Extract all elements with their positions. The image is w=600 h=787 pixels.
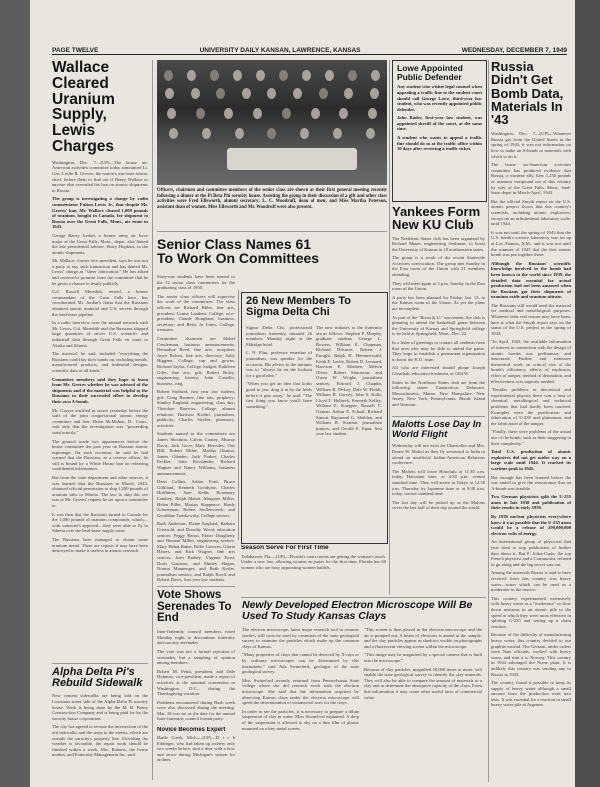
column-rule-2 <box>238 290 239 540</box>
wallace-headline: Wallace Cleared Uranium Supply, Lewis Charges <box>52 60 115 155</box>
caption-rule <box>157 231 387 232</box>
russia-para-9: "Finally, there were problems of the actual use of the bomb, such as their staggering in their complexity." <box>491 429 571 446</box>
sigma-delta-para-3: "When you get an idea that looks good to you, drag it in by the heels before it gets away," he said. "The first thing you know you'll have something." <box>246 381 312 409</box>
sidewalk-para-2: The city has agreed to reroute the intersection of the old sidewalks and the steps to the streets, which are outside the sorority's property line. Providing the weather is favorable, the repair work should be finished within a week, Mrs. Roberts, the house mother, and Fraternity Management Inc. said. <box>52 724 148 758</box>
russia-para-6: The Russians still would need the material for medical and metallurgical purposes. Whatever their real reason may have been, here is what the Smyth report says on the status of the U.S. project in the spring of 1943: <box>491 302 571 336</box>
vote-para-3: Robert M. Pettit, president, and Dale Hohman, vice-president, made a report of activities at the national convention in Washington, D.C., during the Thanksgiving vacation. <box>157 668 235 697</box>
page-edge-left <box>0 0 30 787</box>
yankees-para-3: They will meet again at 3 p.m. Sunday in the East room of the Union. <box>392 280 485 292</box>
russia-para-8: "Besides problems in theoretical and experimental physics there was a host of chemical, metallurgical and technical problems that had hardly been touched. Examples were the purification and fabrication of U-235 and plutonium, and the fabrication of the tamper. <box>491 387 571 426</box>
yankees-para-7: All who are interested should phone Joseph Glauchak, education freshman, at 1261W. <box>392 365 485 376</box>
wallace-para-10: The general made two appearances before the house committee the past year on Russian atomic espionage. On each occasion, he said he had warned that the Russians, as a reserve officer, he still is bound by a White House ban on releasing confidential information. <box>52 438 148 472</box>
russia-para-1: Washington, Dec. 7—(UP)—Whatever Russia got from the United States in the spring of 1943, it was not information on how to make an A-bomb or materials with which to do it. <box>491 131 571 159</box>
malotts-rule <box>392 416 485 417</box>
malotts-para-1: Wednesday will not exist for Chancellor and Mrs. Deane W. Malott as they fly westward to India to attend an unofficial Indian-American Relations conference. <box>392 443 485 466</box>
senior-class-photo <box>157 60 387 185</box>
russia-para-16: This country experimented extensively with heavy water as a "moderator" to slow down neutrons in an atomic pile to the speed at which they were most effective in splitting U-235 and setting up a chain reaction. <box>491 595 571 629</box>
microscope-para-7: Because of clay particles, magnified 50,000 times or more, will enable the state geological survey to identify the clay minerals. They will also be able to compare the amount of materials in a clay and to determine the absorptive capacity of the clays. From this information it may come other useful facts of commercial value. <box>364 666 482 700</box>
masthead <box>52 42 567 55</box>
season-article <box>241 545 386 595</box>
vote-para-2: The vote was not a formal rejection of serenades, but a sampling of opinion among members. <box>157 648 235 666</box>
senior-para-5: Students named to the committees are James Stockton, Calvin Causey, Murray Davis, Jack Gove, Mary Hercules, Otis Hill, Robert Milne, Martha Ottmon, James Olander, Jack Parker, Charles Peckler, John Rosslander, Richard Wagner and Nancy Williams, business announcements. <box>157 431 235 476</box>
novice-headline: Novice Becomes Expert <box>157 727 226 733</box>
russia-para-15: Among the materials Russia is said to have received from this country was heavy water—water which can be used as a moderator in the reactor. <box>491 570 571 593</box>
vote-rule <box>157 586 235 587</box>
russia-para-14: An international group of physicists that year tried to stop publication of further data about it. But F. Joliot-Curie, the top French physicist and a Communist, refused to go along and the big secret was out. <box>491 539 571 567</box>
russia-para-2: The house un-American activities committee has produced evidence that Russia, a wartime ally, flew 1,250 pounds of uranium compound out of this country by way of the Great Falls, Mont., lend-lease depot in March-April, 1943. <box>491 162 571 196</box>
sidewalk-article <box>52 667 148 785</box>
microscope-col-2 <box>364 627 482 782</box>
page-edge-right <box>575 0 600 787</box>
microscope-col-1 <box>242 627 359 782</box>
wallace-para-6: In a radio interview over the mutual network with Mr. Lewis, Col. Meredith said the Russians shipped large quantities of secret U.S. scientific and industrial data through Great Falls en route to Alaska and Siberia. <box>52 320 148 348</box>
microscope-para-1: The electron microscope, latest major research tool in ceramic studies, will soon be used by ceramists of the state geological survey to examine the particles which make up the common clays of Kansas. <box>242 627 359 649</box>
russia-para-4: It was not until the spring of 1943 that the U.S. bomb's science laboratory was set up at Los Alamos, N.M., and it was not until the summer of 1945 that the first atomic bomb was put together there. <box>491 229 571 258</box>
senior-para-7: Ruth Anderson, Elaine England, Barbara Griswold, and Dorothy Wood, education seniors; Peggy Baron, Elmer Dougherty and Herman Miller, engineering seniors; Mary Helen Baker, Billie Greaves, Gloria Hawes, and Kirk Wagner, fine arts seniors; Joan Brahey, Virginia Frost, Doris Garrison, and Shirley Hogan, Norma Mannenger, and Ruth Keifer, journalism seniors; and Ralph Brock and Robert Davis, first year law students. <box>157 521 235 583</box>
yankees-headline: Yankees Form New KU Club <box>392 205 481 233</box>
issue-date: WEDNESDAY, DECEMBER 7, 1949 <box>461 47 567 54</box>
microscope-para-3: Miss Swineford recently returned from Pennsylvania State college where she did research work with the electron microscope. She said that the information acquired by observing Kansas clays under the electron microscope will speed the determination of commercial uses for the clays. <box>242 677 359 706</box>
malotts-para-3: The lost day will be picked up as the Malotts cover the last half of their trip around the world. <box>392 499 485 511</box>
malotts-article <box>392 420 485 595</box>
russia-para-12: Two German physicists split the U-235 atom in late 1938 and publication of their results in early 1939. <box>491 494 571 511</box>
lowe-para-3: A student who wants to appeal a traffic fine should do so at the traffic office within 10 days after receiving a traffic ticket. <box>397 135 482 152</box>
yankees-para-8: States in the Northeast States club are from the following states: Connecticut, Delaware, Massachusetts, Maine, New Hampshire, New Jersey, New York, Pennsylvania, Rhode Island and Vermont. <box>392 379 485 407</box>
season-headline: Season Serve For First Time <box>241 545 329 551</box>
russia-para-3: But the official Smyth report on the U.S. atomic project shows that this country's scientists, including atomic explosives, except on an infinitesimal laboratory scale, until 1944. <box>491 198 571 227</box>
sidewalk-para-1: New cement sidewalks are being laid on the Louisiana street side of the Alpha Delta Pi sorority house. Work is being done by the M. B. Penny Construction Company and is being paid for by the sorority house corporation. <box>52 693 148 721</box>
russia-para-10: Total U.S. production of atomic explosives did not get under way on a large scale until 1944. It reached its wartime peak in 1945. <box>491 449 571 471</box>
russia-article <box>491 60 571 785</box>
russia-para-13: By 1939 nuclear physicists everywhere knew it was possible that the U-235 atom would be a release of 200,000,000 electron volts of energy. <box>491 514 571 536</box>
wallace-para-2: The group is investigating a charge by radio commentator Fulton Lewis Jr., that despite Mr. Groves' ban, Mr. Wallace cleared 1,000 pounds of uranium, bought in Canada, for shipment to Russia over the Great Falls, Mont., air route in 1943. <box>52 196 148 230</box>
wallace-para-11: But from the state department and other sources, it was learned that the Russians in March, 1943, obtained official permission to ship 1,200 pounds of uranium salts to Siberia. The law to ship this ore was at Mr. Groves' request he set upon a committee to. <box>52 475 148 509</box>
wallace-para-8: Committee members said they hope to learn from Mr. Groves whether he was advised of the shipments and if the material was helpful to the Russians in their successful effort to develop their own A-bomb. <box>52 376 148 404</box>
season-para-1: Tallahassee, Fla.—(UP)—Florida's court rooms are getting the woman's touch. Under a new law, allowing women on juries for the first time, Florida has 60 women who are busy appointing women bailiffs. <box>241 553 386 570</box>
paper-name: UNIVERSITY DAILY KANSAN, LAWRENCE, KANSAS <box>199 47 361 54</box>
malotts-headline: Malotts Lose Day In World Flight <box>392 420 482 440</box>
vote-para-1: Inter-fraternity council members voted Monday night to discontinue fraternity and sorority serenades. <box>157 629 235 646</box>
lowe-box <box>392 60 487 202</box>
vote-headline: Vote Shows Serenades To End <box>157 590 232 625</box>
sigma-delta-headline: 26 New Members To Sigma Delta Chi <box>246 295 351 319</box>
malotts-para-2: The Malotts will leave Honolulu at 11:30 a.m. today, Hawaiian time, or 4:30 p.m. central standard time. They will arrive in Tokyo at 12:30 a.m. Thursday by Japanese time or at 9:30 a.m. today, central standard time. <box>392 468 485 497</box>
senior-headline: Senior Class Names 61 To Work On Committees <box>157 236 320 267</box>
microscope-headline: Newly Developed Electron Microscope Will Be Used To Study Kansas Clays <box>242 599 473 622</box>
wallace-para-13: The Russians later managed to obtain some uranium metal. There are reports it may have been destroyed to make it useless in atomic research. <box>52 537 148 554</box>
page-number: PAGE TWELVE <box>52 47 99 54</box>
yankees-para-1: The Northeast States club has been organized by Richard Mauer, engineering freshman, to boost the University of Kansas in 10 northeastern states. <box>392 235 485 252</box>
wallace-lead: Washington, Dec. 7—(UP)—The house un-American activities committee today announced Lt. Gen. Leslie R. Groves, the nation's war-time atomic chief, before them to find out if Henry Wallace or anyone else overruled his ban on atomic shipments to Russia. <box>52 159 148 193</box>
russia-headline: Russia Didn't Get Bomb Data, Materials In '43 <box>491 60 564 127</box>
sigma-delta-para-4: The new initiates to the fraternity are as follows: Stephen P. Murphy, graduate student; George L. Bowers, William E. Chapman, Richard Dilsaver, Robert J. Enright, Ralph H. Hemmerwald, Keith E. Leslie, Robert D. Leonard, Harrison E. Menken, Melvin Oliver, Robert Simonson, and Owen W. Wright, journalism seniors; Edward J. Chaplin, William R. DeLay, Dale W. Fields, William R. Garvey, John S. Kollr, Lloyd T. Holbeck, Kenneth Kelley, William E. Knepper, Russell C. Oxman, Arthur E. Schaaf, Richard Simon, Raymond G. Sheldon, and William B. Stratton, journalism juniors; and Gerald E. Egan, first year law student. <box>316 325 382 437</box>
sigma-delta-para-1: Sigma Delta Chi, professional journalism fraternity, initiated 26 members Monday night at the Eldridge hotel. <box>246 325 312 347</box>
yankees-article <box>392 205 485 413</box>
russia-para-5: Although the Russians' scientific knowledge involved in the bomb had been known to the world since 1939, the detailed data essential for actual production had not been amassed when the Russians got their shipments of uranium oxide and uranium nitrate. <box>491 260 571 300</box>
novice-article <box>157 727 235 782</box>
microscope-para-5: "This screen is then placed in the electron microscope and the air is pumped out. A beam of electrons is aimed at the sample, and the clay particles appear as shadows visible on photographs and a fluorescent viewing screen within the microscope. <box>364 627 482 649</box>
senior-para-4: Robert Stofford, first year law student, gift; Craig Baumer, fine arts, prophecy; Stanley England, engineering, class day; Theodore Barrows, College, alumni relations; Harrison Koehn, journalism, publicity; Charles Stryker, pharmacy, activities. <box>157 389 235 428</box>
russia-para-7: "In April, 1943, the available information of interest in connection with the design of atomic bombs was preliminary and inaccurate. Further and extensive theoretical work on critical size of the bomb's efficiency, effects of explosion, effect of tamper, method of detonation, and effectiveness was urgently needed. <box>491 339 571 384</box>
lowe-headline: Lowe Appointed Public Defender <box>397 63 463 82</box>
wallace-article <box>52 60 148 660</box>
yankees-para-4: A party has been planned for Friday, Jan. 13, in the Kansas room of the Union. As yet the plans are incomplete. <box>392 294 485 312</box>
lowe-para-2: John Rader, first-year law student, was appointed sheriff of the court, at the same time. <box>397 115 482 132</box>
yankees-para-5: As part of the "Boost K.U." movement, the club is planning to attend the basketball game between the University of Kansas and Springfield college to be held at Springfield, Mass., Dec. 22. <box>392 314 485 337</box>
microscope-para-2: "Many properties of clays that cannot be detected by X-rays or by ordinary microscopes can be determined by this instrument," said Ada Swineford, geologist of the state geological survey. <box>242 652 359 675</box>
vote-para-4: Problems encountered during Rush week were also discussed during the meeting. Mar. 18 was set as the date for the annual Inter-fraternity council formal party. <box>157 699 235 722</box>
russia-para-17: Because of the difficulty of manufacturing heavy water, this country decided to use graphite instead. The German, under orders from Nazi officials, worked with heavy water, and sent it to Norway. This country in 1944 sabotaged the Norse plant. It is unlikely this country was sending any to Russia in 1943. <box>491 632 571 677</box>
wallace-para-4: Mr. Wallace, former vice president, says he was not a party to any such transaction and has denied Mr. Lewis' charge as "sheer fabrication." He has asked and received a promise from the committee that he be given a chance to testify publicly. <box>52 258 148 286</box>
microscope-rule <box>241 597 486 598</box>
senior-para-3: Committee chairmen are Mabel Cenderman, business announcements; Bernadine Reed, fine arts, reception; Joyce Robert, fine arts, directory; Sally Higgens, College, cap and gowns; Richard Taylor, College, budget; Kathleen Giles, fine arts, gift; Robert Boley, engineering, history; John Costello, business, ring. <box>157 335 235 386</box>
wallace-para-3: George Racey Jordan, a former army air force major at the Great Falls, Mont., depot, also linked the late presidential adviser, Harry Hopkins, to the atomic shipments. <box>52 232 148 255</box>
photo-caption-block <box>157 188 387 211</box>
senior-article <box>157 274 235 584</box>
lowe-para-1: Any student who wishes legal counsel when appealing a traffic fine to the student court should call George Lowe, third-year law student, who was recently appointed public defender. <box>397 84 482 112</box>
yankees-para-2: The group is a result of the recent Statewide Activities convocation. The group met Sunday in the East room of the Union with 21 members attending. <box>392 255 485 278</box>
microscope-para-6: "This image may be magnified by a special camera that is built into the microscope." <box>364 652 482 663</box>
yankees-para-6: In a letter of greetings to contact all students from that area who may be able to attend the game. They hope to establish a permanent organization to boost the K.U. team. <box>392 340 485 362</box>
sigma-delta-para-2: L. N. Flint, professor emeritus of journalism, was speaker for the occasion. His advice to the initiates was to "always be on the lookout for a good idea." <box>246 350 312 378</box>
column-rule-3 <box>389 60 390 595</box>
senior-para-1: Sixty-one students have been named to the 12 senior class committees for the graduating class of 1950. <box>157 274 235 291</box>
senior-para-6: Dean Collins, Arthur Ford, Bruce Gilliland, Kenneth Goodyear, Charles Hoffhines, Jane Keith, Rosemary Landrey, Ralph Malott, Margaret Miller, Helen Piller, Marian Slappence, Hardy Schoenman, Robert Stollenwerck, and Geraldine Trankowsky, College seniors. <box>157 479 235 518</box>
sigma-delta-box <box>241 292 388 544</box>
senior-para-2: The senior class officers will supervise the work of the committees. The class officers are Richard Bliler, fine arts, president; Louise Lambert, College, vice-president; Claude Houghton, business, secretary; and Betty Jo Jones, College, treasurer. <box>157 293 235 333</box>
column-rule-1 <box>152 60 153 780</box>
microscope-para-4: In order to see the particles, it is necessary to prepare a dilute suspension of clay in water. Miss Swineford explained. A drop of the suspension is allowed to dry on a thin film of plastic mounted on a tiny metal screen. <box>242 708 359 731</box>
wallace-para-12: It was then that the Russians turned to Canada for the 1,000 pounds of uranium compounds, which—with someone's approval—they were able to fly to Siberia over the lend-lease supply route. <box>52 511 148 534</box>
russia-para-11: But enough has been learned before the war ended to give the reassurance that an A-bomb was feasible. <box>491 474 571 491</box>
russia-para-18: The country found it possible to keep its supply of heavy water although a small amount from the production went into tests. It was essential for a reaction in small heavy water pile at Argonne. <box>491 680 571 708</box>
wallace-para-7: The material, he said, included "everything the Russians could lay their hands on, including metals, manufactured products, and industrial designs, scientific data of all kinds." <box>52 351 148 373</box>
sidewalk-headline: Alpha Delta Pi's Rebuild Sidewalk <box>52 667 143 690</box>
wallace-para-5: Col. Russell Meredith, retired, a former commandant of the Great Falls base, has corroborated Mr. Jordan's claim that the Russians obtained atomic material and U.S. secrets through the lend-lease pipeline. <box>52 289 148 317</box>
wallace-para-9: Mr. Groves testified in secret yesterday before the staff of the joint congressional atomic energy committee and Sen. Brien McMahon, D., Conn., said only that the investigation was "proceeding satisfactorily." <box>52 407 148 435</box>
column-rule-4 <box>488 60 489 782</box>
novice-para-1: Battle Creek, Mich.—(UP)—D i c k Eddinger, who had taken up archery only two weeks before, shot a deer with a bow and arrow during Michigan's season for archers. <box>157 735 235 763</box>
newspaper-page <box>30 0 575 787</box>
sidewalk-rule <box>52 663 148 664</box>
photo-caption: Officers, chairmen and committee members of the senior class are shown at their first general meeting recently following a dinner at the Pi Beta Phi sorority house. Assisting the group in their discussion of a gift and other class activities were Fred Ellsworth, alumni secretary; L. C. Woodruff, dean of men; and Miss Martha Peterson, assistant dean of women. Miss Ellsworth and Mr. Woodruff were also present. <box>157 188 387 211</box>
